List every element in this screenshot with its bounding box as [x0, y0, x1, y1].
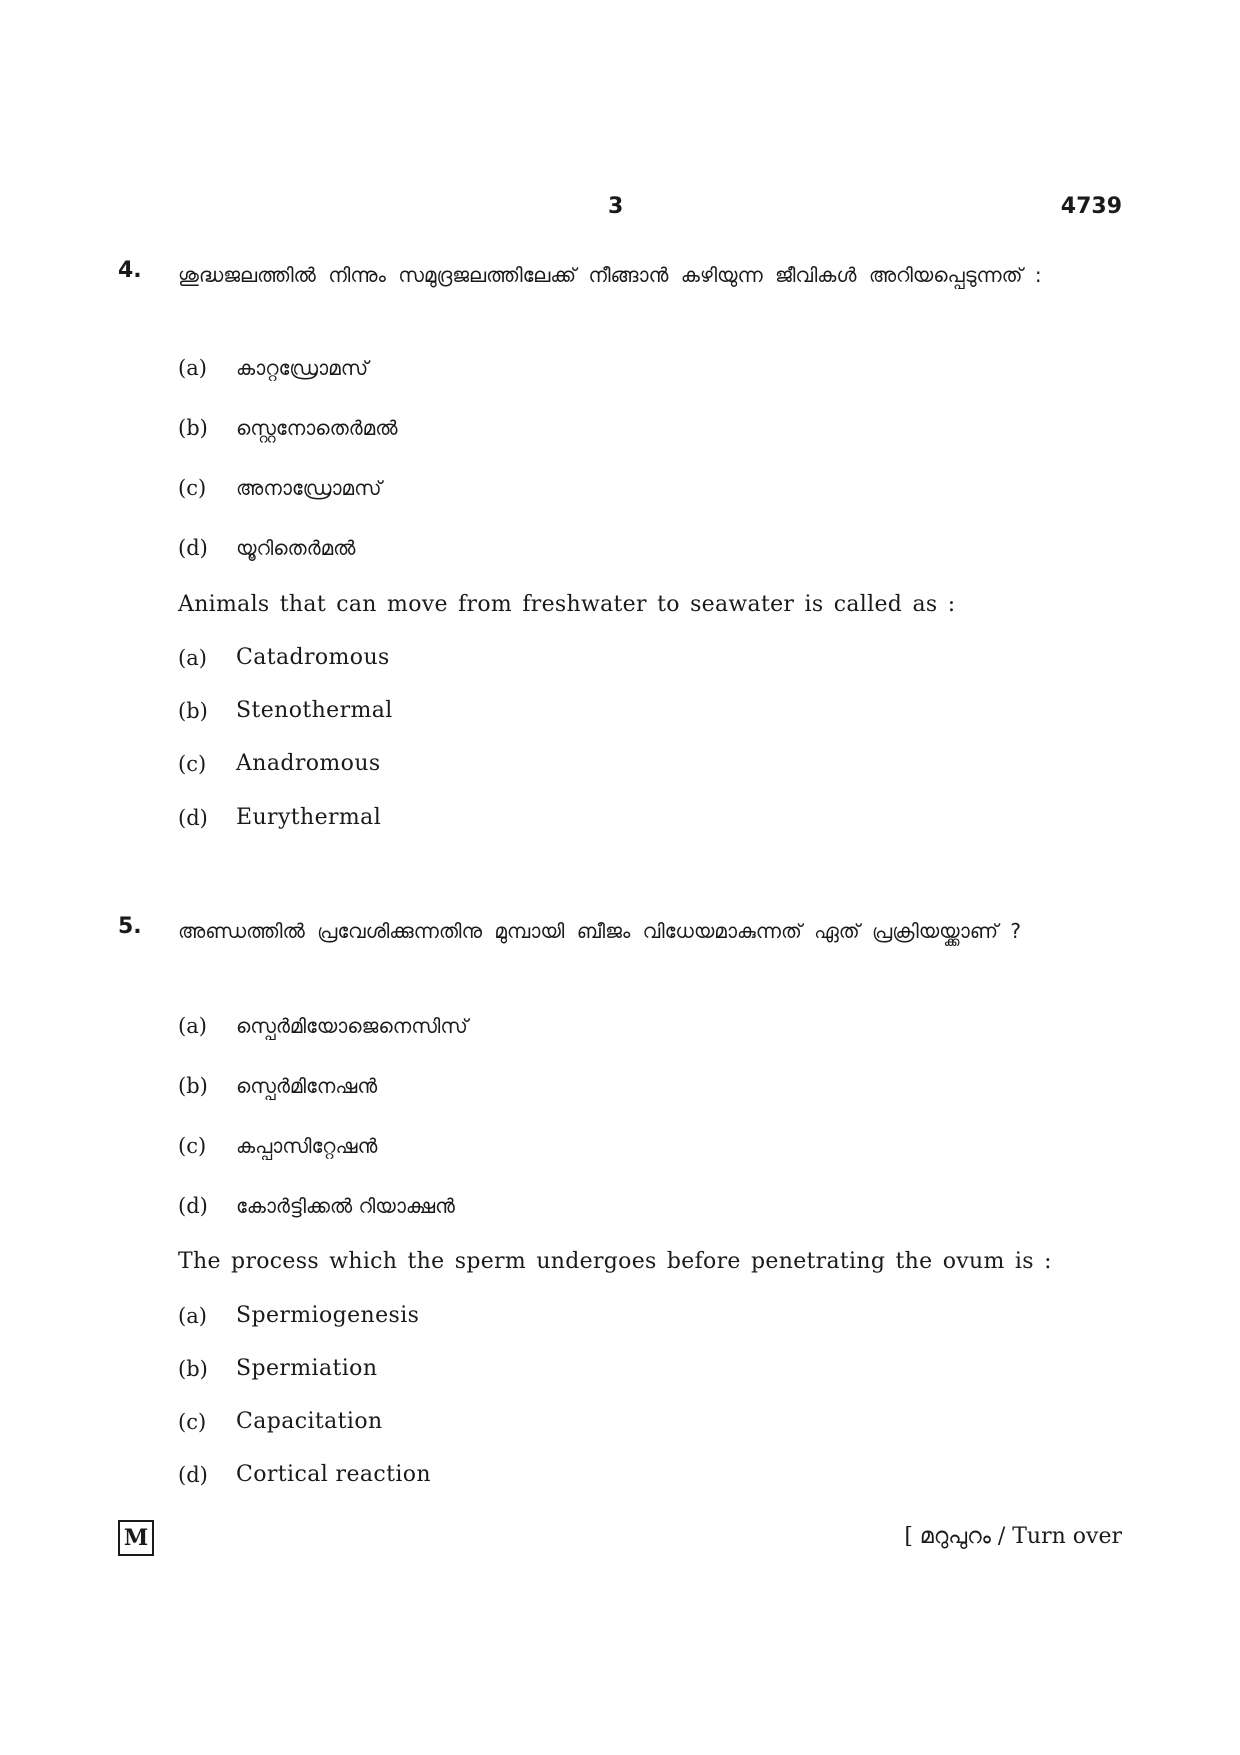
- turn-over-label: [ മറുപുറം / Turn over: [904, 1524, 1122, 1549]
- question-number: 5.: [118, 914, 142, 939]
- option-label: (b): [178, 699, 208, 723]
- option-label: (b): [178, 416, 208, 440]
- option-text: കാറ്റഡ്രോമസ്: [236, 356, 369, 380]
- option-label: (a): [178, 356, 207, 380]
- option-text: സ്പെർമിയോജെനെസിസ്: [236, 1014, 468, 1038]
- option-label: (c): [178, 476, 207, 500]
- option-label: (a): [178, 1304, 207, 1328]
- option-label: (c): [178, 1134, 207, 1158]
- option-text: Spermiogenesis: [236, 1303, 420, 1328]
- option-text: Stenothermal: [236, 698, 393, 723]
- option-text: Spermiation: [236, 1356, 378, 1381]
- paper-code: 4739: [1060, 194, 1122, 219]
- option-label: (a): [178, 646, 207, 670]
- option-text: Capacitation: [236, 1409, 383, 1434]
- question-number: 4.: [118, 258, 142, 283]
- medium-mark-box: M: [118, 1520, 154, 1556]
- option-label: (d): [178, 1463, 208, 1487]
- option-text: Eurythermal: [236, 805, 382, 830]
- option-text: അനാഡ്രോമസ്: [236, 476, 382, 500]
- option-text: കപ്പാസിറ്റേഷൻ: [236, 1134, 378, 1158]
- option-label: (c): [178, 1410, 207, 1434]
- question-text-malayalam: അണ്ഡത്തിൽ പ്രവേശിക്കുന്നതിനു മുമ്പായി ബീജം വിധേയമാകുന്നത് ഏത് പ്രക്രിയയ്ക്കാണ് ?: [178, 919, 1022, 943]
- option-text: Cortical reaction: [236, 1462, 432, 1487]
- question-text-english: Animals that can move from freshwater to seawater is called as :: [178, 592, 956, 617]
- option-label: (b): [178, 1357, 208, 1381]
- option-text: യൂറിതെർമൽ: [236, 536, 356, 560]
- option-text: കോർട്ടിക്കൽ റിയാക്ഷൻ: [236, 1194, 455, 1218]
- question-text-english: The process which the sperm undergoes before penetrating the ovum is :: [178, 1249, 1052, 1274]
- option-label: (d): [178, 806, 208, 830]
- option-text: Anadromous: [236, 751, 381, 776]
- option-label: (a): [178, 1014, 207, 1038]
- option-label: (d): [178, 536, 208, 560]
- option-text: സ്പെർമിനേഷൻ: [236, 1074, 378, 1098]
- option-label: (d): [178, 1194, 208, 1218]
- page-number: 3: [608, 194, 624, 219]
- question-text-malayalam: ശുദ്ധജലത്തിൽ നിന്നും സമുദ്രജലത്തിലേക്ക് നീങ്ങാൻ കഴിയുന്ന ജീവികൾ അറിയപ്പെടുന്നത് :: [178, 263, 1042, 287]
- option-label: (b): [178, 1074, 208, 1098]
- option-text: Catadromous: [236, 645, 390, 670]
- option-text: സ്റ്റെനോതെർമൽ: [236, 416, 398, 440]
- option-label: (c): [178, 752, 207, 776]
